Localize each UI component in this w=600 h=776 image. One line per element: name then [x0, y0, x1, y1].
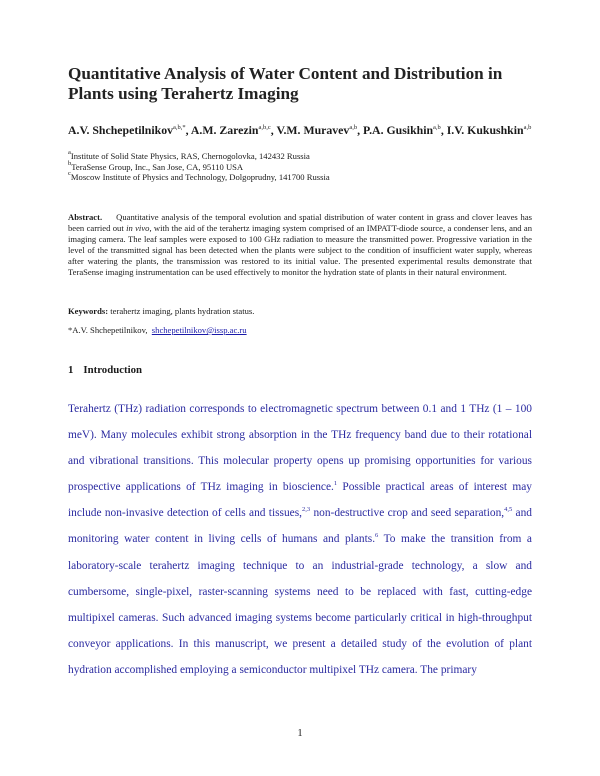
intro-text: Terahertz (THz) radiation corresponds to electromagnetic spectrum between 0.1 and 1 THz (1 – 100 meV). Many molecules exhibit strong absorption in the THz frequency band due to their rotational and vibrational transitions. This molecular property opens up promising opportunities for various prospective applications of THz imaging in bioscience. [68, 403, 532, 494]
keywords-text: terahertz imaging, plants hydration status. [108, 306, 255, 316]
abstract-label: Abstract. [68, 212, 103, 222]
section-heading-introduction [68, 364, 142, 376]
abstract-text-1: Quantitative analysis of the temporal evolution and spatial distribution of water content in grass and clover leaves has been carried out [68, 212, 532, 233]
affiliation-item [68, 151, 538, 162]
author-affiliation-marks: a,b,c [258, 124, 271, 131]
affiliation-text: Institute of Solid State Physics, RAS, Chernogolovka, 142432 Russia [70, 151, 310, 161]
affiliation-item [68, 159, 538, 173]
citation-ref[interactable]: 4,5 [504, 506, 513, 514]
author-name: V.M. Muravev [276, 123, 350, 137]
author-affiliation-marks: a,b,* [173, 124, 186, 131]
affiliation-text: TeraSense Group, Inc., San Jose, CA, 95110 USA [71, 161, 244, 172]
author-affiliation-marks: a,b [523, 124, 532, 131]
abstract-italic: in vivo [126, 222, 150, 233]
author-affiliation-marks: a,b [433, 124, 441, 131]
keywords [68, 306, 532, 317]
author-affiliation-marks: a,b [349, 124, 358, 131]
corresponding-author [68, 325, 532, 336]
keywords-label: Keywords: [68, 306, 109, 316]
page-number: 1 [297, 728, 303, 739]
author-name: A.V. Shchepetilnikov [68, 123, 173, 137]
author-name: I.V. Kukushkin [446, 123, 524, 137]
affiliation-list [68, 151, 538, 183]
affiliation-mark: c [68, 170, 71, 178]
author-list: A.V. Shchepetilnikov$^{a,b,*}$, A.M. Zarezin$^{a,b,c}$, V.M. Muravev$^{a,b}$, P.A. Gusikhin$^{a,b}$, I.V. Kukushkin$^{a,b}$ [68, 123, 532, 137]
paper-title: Quantitative Analysis of Water Content and Distribution in Plants using Terahertz Imaging [68, 64, 503, 103]
abstract [68, 212, 532, 277]
citation-ref[interactable]: 6 [375, 532, 379, 540]
intro-text: and monitoring water content in living cells of humans and plants. [68, 507, 533, 546]
abstract-text-2: , with the aid of the terahertz imaging system comprised of an IMPATT-diode source, a condenser lens, and an imaging camera. The leaf samples were exposed to 100 GHz radiation to measure the transmitted power. Progressive variation in the level of the transmitted signal has been detected when the plants were subject to the condition of insufficient water supply, whereas after watering the plants, the transmission was restored to its initial value. The presented experimental results demonstrate that TeraSense imaging instrumentation can be used effectively to monitor the hydration state of plants in their natural environment. [68, 222, 532, 277]
intro-text: To make the transition from a laboratory-scale terahertz imaging technique to an industrial-grade technology, a slow and cumbersome, single-pixel, raster-scanning systems need to be replaced with fast, cutting-edge multipixel cameras. Such advanced imaging systems become particularly critical in high-throughput conveyor applications. In this manuscript, we present a detailed study of the evolution of plant hydration accomplished employing a semiconductor multipixel THz camera. The primary [68, 533, 532, 676]
section-number: 1 [68, 364, 74, 376]
affiliation-item [68, 172, 538, 183]
corresponding-email-link[interactable]: shchepetilnikov@issp.ac.ru [151, 325, 247, 335]
affiliation-mark: a [68, 149, 71, 156]
introduction-paragraph [68, 396, 532, 683]
citation-ref[interactable]: 1 [333, 480, 338, 488]
affiliation-text: Moscow Institute of Physics and Technology, Dolgoprudny, 141700 Russia [70, 172, 330, 183]
affiliation-mark: b [68, 159, 72, 167]
author-name: A.M. Zarezin [190, 123, 259, 137]
intro-text: non-destructive crop and seed separation, [310, 507, 505, 520]
author-name: P.A. Gusikhin [362, 123, 434, 137]
citation-ref[interactable]: 2,3 [302, 506, 311, 514]
section-title: Introduction [83, 364, 143, 376]
intro-text: Possible practical areas of interest may include non-invasive detection of cells and tissues, [68, 481, 532, 520]
corresponding-author-name: *A.V. Shchepetilnikov, [68, 325, 148, 335]
